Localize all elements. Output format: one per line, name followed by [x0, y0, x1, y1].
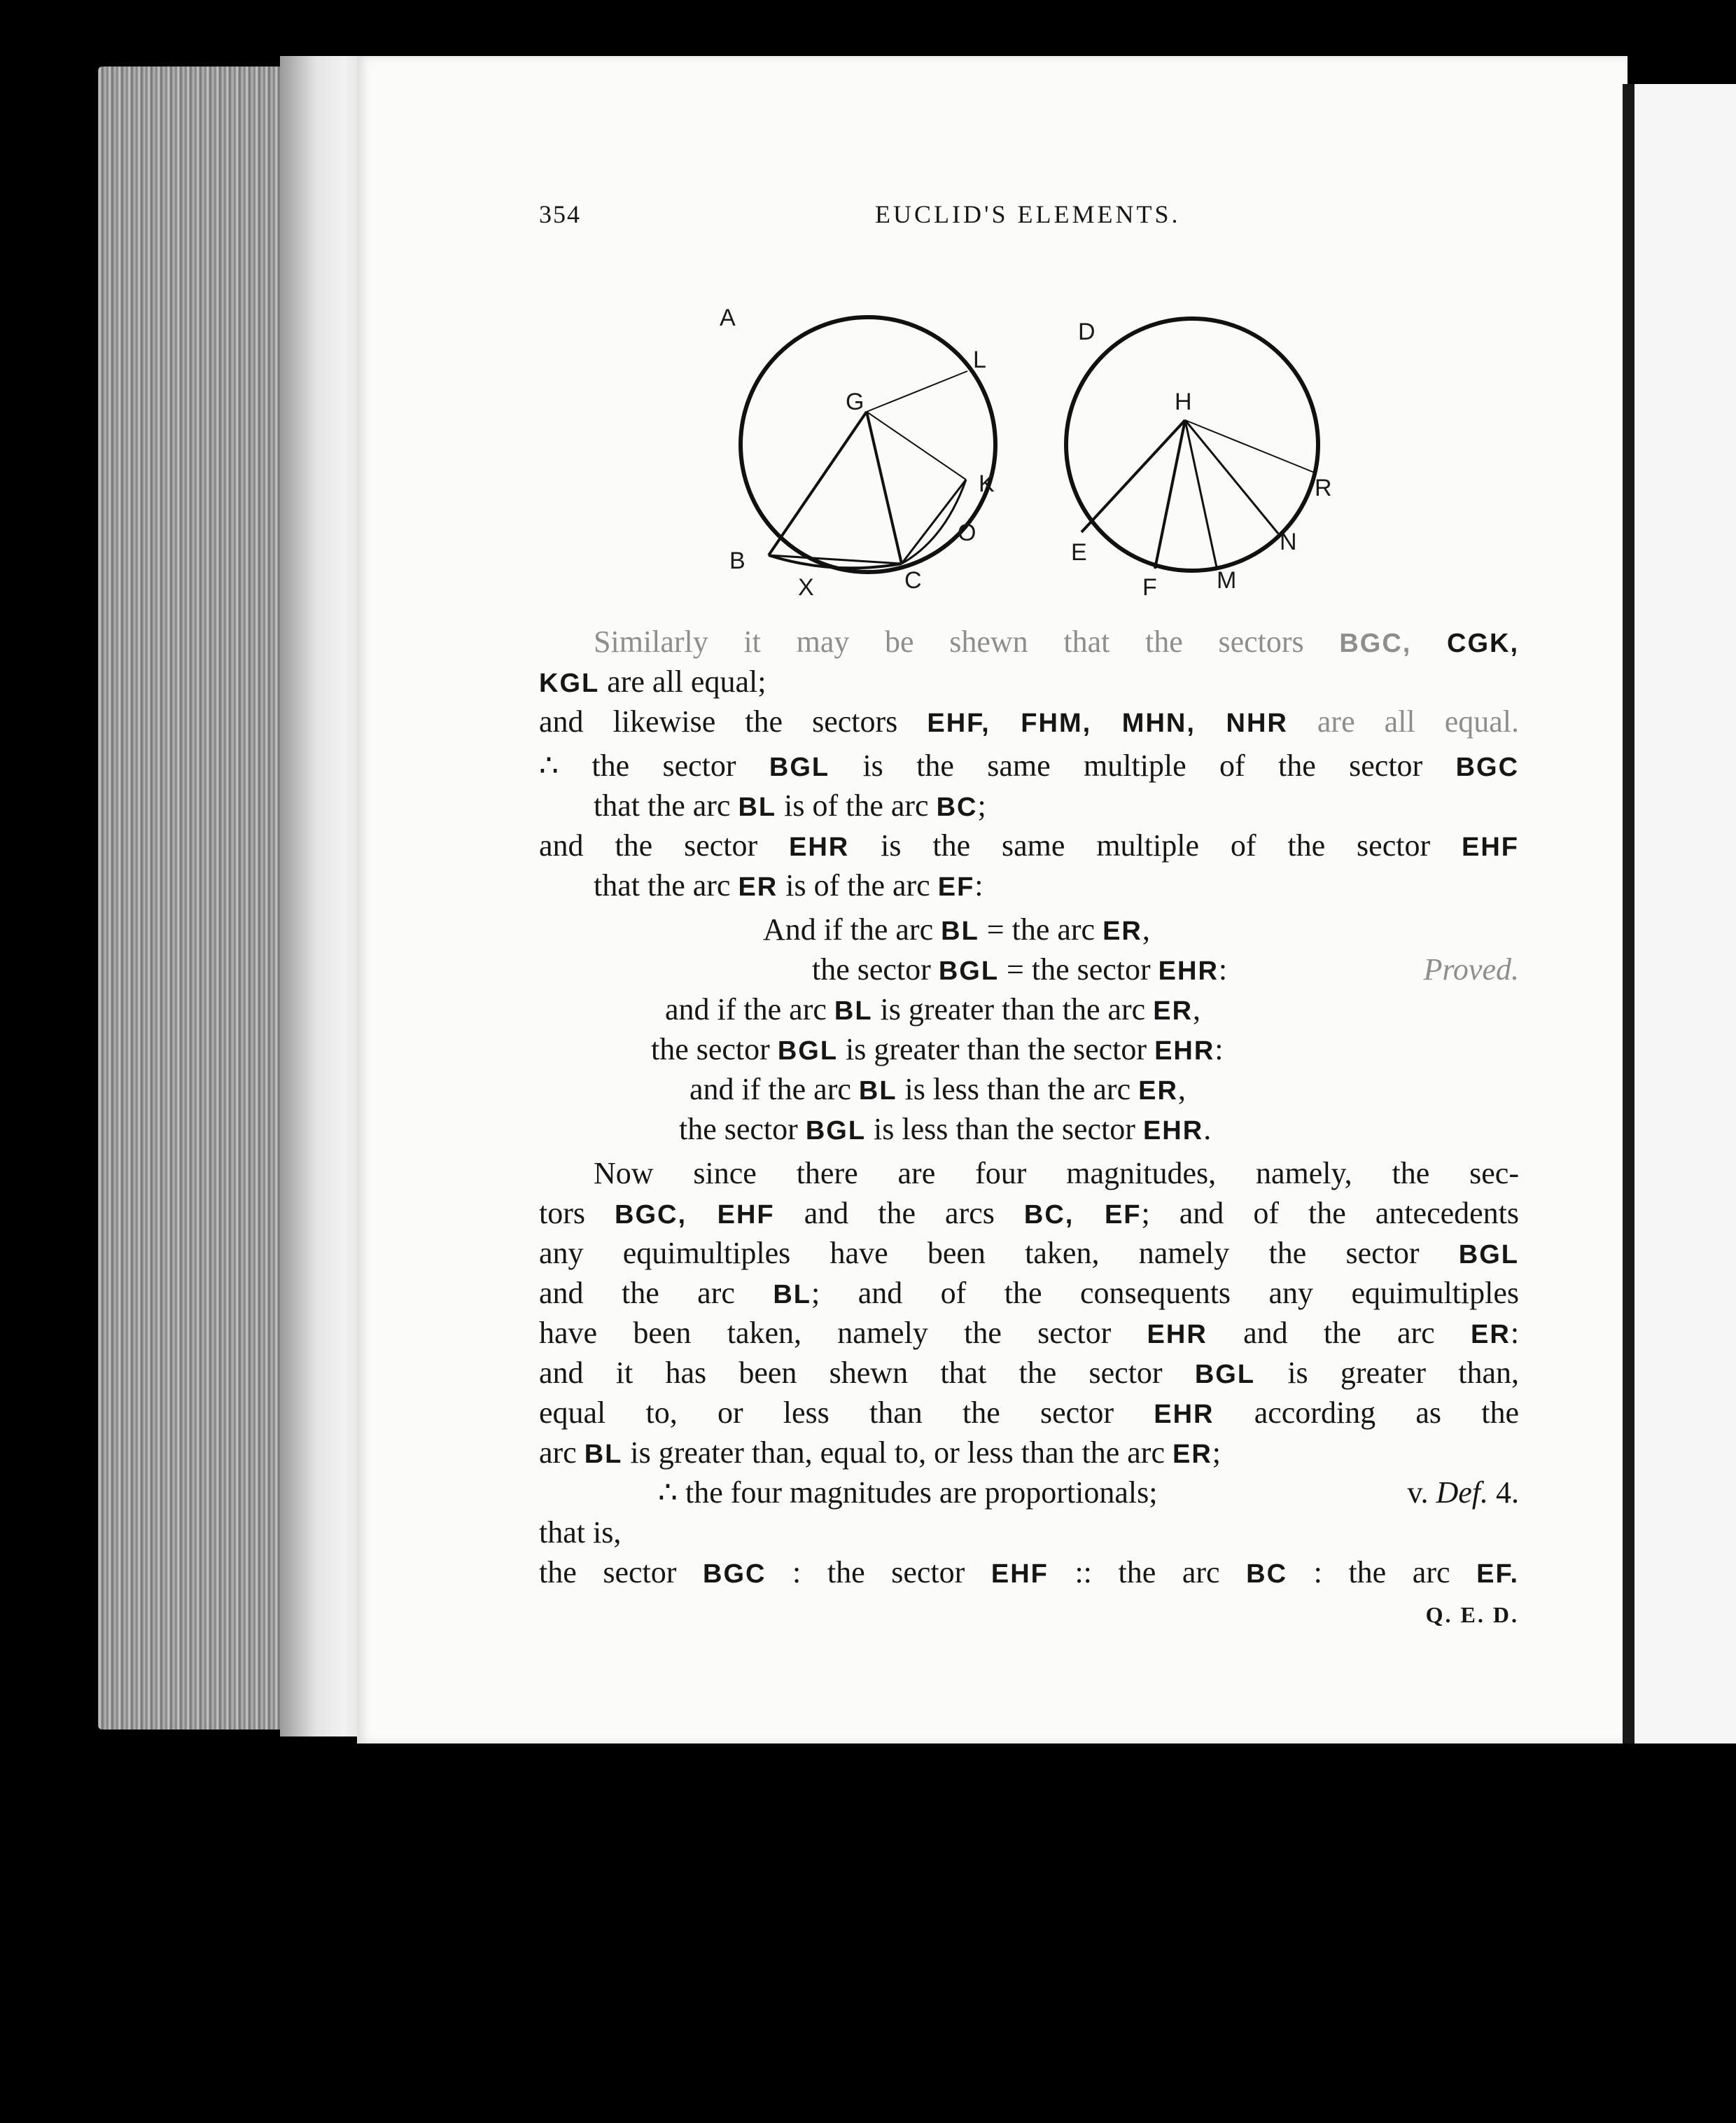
text-span: Similarly it may be shewn that the sectors	[594, 625, 1304, 659]
letter-label: EF	[937, 872, 975, 902]
letter-label: EHR	[1158, 956, 1219, 986]
text-span: is greater than, equal to, or less than the arc	[630, 1435, 1165, 1470]
text-span: :	[1214, 1032, 1224, 1066]
text-span: ;	[977, 788, 986, 823]
text-span: :	[1510, 1316, 1520, 1350]
letter-label: EHR	[1154, 1036, 1215, 1066]
letter-label: BL	[834, 996, 873, 1026]
point-label: K	[979, 471, 995, 497]
text-line	[539, 1193, 1519, 1233]
point-label: N	[1280, 529, 1297, 555]
text-span: :: the arc	[1074, 1555, 1220, 1589]
point-label: L	[973, 347, 986, 373]
letter-label: EHF, FHM, MHN, NHR	[927, 709, 1288, 738]
letter-label: BGC, EHF	[615, 1200, 775, 1230]
letter-label: BGL	[1194, 1360, 1256, 1389]
point-label: M	[1217, 567, 1237, 594]
text-line	[539, 865, 1519, 905]
text-line	[539, 1433, 1519, 1473]
radius-GC	[867, 412, 902, 564]
radius-GL	[867, 371, 967, 412]
point-label: D	[1078, 319, 1096, 345]
text-span: : the sector	[792, 1555, 965, 1589]
letter-label: BL	[738, 793, 777, 822]
text-span: the sector	[651, 1032, 770, 1066]
text-line	[539, 910, 1519, 949]
point-label: F	[1142, 574, 1157, 601]
text-span: and the arc	[1243, 1316, 1435, 1350]
letter-label: BL	[941, 917, 979, 946]
text-line	[539, 949, 1519, 989]
text-span: is greater than,	[1287, 1356, 1520, 1390]
radius-HM	[1185, 420, 1217, 567]
letter-label: ER	[1138, 1076, 1178, 1106]
text-span: is less than the arc	[904, 1072, 1131, 1106]
text-span: ∴ the sector	[539, 749, 736, 783]
text-span: the sector	[539, 1555, 677, 1589]
letter-label: ER	[1471, 1320, 1511, 1349]
text-span: and the sector	[539, 828, 758, 863]
text-span: ; and of the consequents any equimultiples	[811, 1276, 1520, 1310]
geometry-figure	[714, 308, 1358, 616]
letter-label: EHF	[990, 1559, 1049, 1589]
proof-text	[539, 622, 1519, 1632]
radius-HF	[1155, 420, 1185, 569]
letter-label: KGL	[539, 669, 600, 698]
letter-label: BGL	[777, 1036, 839, 1066]
text-span: and likewise the sectors	[539, 704, 898, 739]
letter-label: BL	[584, 1440, 623, 1469]
letter-label: BGL	[769, 753, 830, 782]
definition-reference	[1407, 1473, 1519, 1512]
radius-HN	[1185, 420, 1278, 534]
text-span: = the arc	[986, 912, 1096, 947]
text-span: is the same multiple of the sector	[881, 828, 1431, 863]
letter-label: BL	[858, 1076, 897, 1106]
point-label: E	[1071, 539, 1087, 566]
text-span: is greater than the sector	[846, 1032, 1147, 1066]
text-line	[539, 1109, 1519, 1149]
running-title: EUCLID'S ELEMENTS.	[875, 200, 1181, 228]
text-line	[539, 662, 1519, 702]
text-span: arc	[539, 1435, 577, 1470]
letter-label: ER	[1102, 917, 1142, 946]
text-line	[539, 746, 1519, 786]
letter-label: ER	[1153, 996, 1194, 1026]
letter-label: BGL	[1458, 1240, 1519, 1269]
letter-label: EHF	[1462, 833, 1519, 862]
running-head	[539, 200, 1512, 242]
chord-CK	[902, 480, 966, 564]
text-line	[539, 1029, 1519, 1069]
text-line	[539, 1273, 1519, 1313]
letter-label: EHR	[1147, 1320, 1208, 1349]
radius-HR	[1185, 420, 1315, 473]
text-span: any equimultiples have been taken, namely the sector	[539, 1236, 1420, 1270]
letter-label: BC	[936, 793, 978, 822]
text-line	[539, 1233, 1519, 1273]
text-span: is of the arc	[784, 788, 929, 823]
text-line	[539, 622, 1519, 662]
text-line	[539, 1353, 1519, 1393]
point-label: H	[1175, 389, 1192, 415]
text-span: that the arc	[594, 868, 731, 903]
letter-label: EHR	[1142, 1116, 1204, 1146]
text-line	[539, 702, 1519, 742]
page-number: 354	[539, 200, 581, 228]
text-span: :	[974, 868, 983, 903]
text-line	[539, 1069, 1519, 1109]
text-span: v.	[1407, 1475, 1429, 1510]
text-span: Def.	[1436, 1475, 1488, 1510]
text-span: the sector	[679, 1112, 798, 1146]
text-span: are all equal.	[1317, 704, 1519, 739]
text-span: are all equal;	[607, 664, 766, 699]
text-span: ;	[1212, 1435, 1222, 1470]
text-span: : the arc	[1313, 1555, 1450, 1589]
text-span: ,	[1193, 992, 1201, 1026]
proved-reference: Proved.	[1423, 952, 1519, 987]
text-span: Now since there are four magnitudes, namely, the sec-	[594, 1156, 1519, 1190]
radius-GK	[867, 412, 966, 480]
radius-GB	[769, 412, 867, 555]
text-span: = the sector	[1007, 952, 1151, 987]
text-span: and the arc	[539, 1276, 735, 1310]
text-line	[539, 1153, 1519, 1193]
letter-label: EHR	[789, 833, 850, 862]
text-span: according as the	[1254, 1395, 1520, 1430]
letter-label: EHR	[1154, 1400, 1214, 1429]
point-label: B	[729, 548, 746, 574]
text-span: and it has been shewn that the sector	[539, 1356, 1163, 1390]
point-label: A	[720, 308, 736, 331]
radius-HE	[1082, 420, 1185, 532]
text-span: equal to, or less than the sector	[539, 1395, 1114, 1430]
letter-label: BC	[1246, 1559, 1288, 1589]
text-span: .	[1203, 1112, 1212, 1146]
text-span: ; and of the antecedents	[1141, 1196, 1520, 1230]
qed-mark: Q. E. D.	[1425, 1602, 1519, 1627]
text-span: ,	[1177, 1072, 1186, 1106]
text-span: is less than the sector	[874, 1112, 1135, 1146]
text-line	[539, 1512, 1519, 1552]
letter-label: ER	[1172, 1440, 1212, 1469]
text-span: 4.	[1496, 1475, 1519, 1510]
text-line	[539, 1393, 1519, 1433]
circles-diagram	[714, 308, 1358, 616]
text-span: ∴ the four magnitudes are proportionals;	[658, 1475, 1158, 1510]
text-span: is of the arc	[785, 868, 930, 903]
text-span: is greater than the arc	[880, 992, 1146, 1026]
text-span: and if the arc	[690, 1072, 851, 1106]
text-span: that is,	[539, 1515, 622, 1550]
letter-label: BGL	[938, 956, 1000, 986]
text-span: the sector	[812, 952, 931, 987]
point-label: C	[904, 567, 922, 594]
text-line	[539, 826, 1519, 865]
text-span: And if the arc	[763, 912, 934, 947]
text-span: have been taken, namely the sector	[539, 1316, 1112, 1350]
letter-label: BC, EF	[1023, 1200, 1142, 1230]
text-line	[539, 786, 1519, 826]
letter-label: BL	[773, 1280, 812, 1309]
text-span: and the arcs	[804, 1196, 995, 1230]
letter-label: BGC	[1455, 753, 1520, 782]
text-line	[539, 1473, 1519, 1512]
text-line	[539, 1592, 1519, 1632]
text-line	[539, 1552, 1519, 1592]
text-span: :	[1218, 952, 1228, 987]
text-span: tors	[539, 1196, 585, 1230]
text-span: is the same multiple of the sector	[862, 749, 1423, 783]
text-span: and if the arc	[665, 992, 827, 1026]
text-line	[539, 1313, 1519, 1353]
text-line	[539, 989, 1519, 1029]
letter-label: BGL	[805, 1116, 867, 1146]
letter-label: BGC,	[1339, 629, 1412, 658]
text-span: that the arc	[594, 788, 731, 823]
point-label: R	[1315, 475, 1332, 501]
point-label: G	[846, 389, 864, 415]
facing-page-edge	[1634, 84, 1736, 1743]
point-label: O	[958, 520, 976, 546]
point-label: X	[798, 574, 814, 601]
letter-label: BGC	[703, 1559, 766, 1589]
text-span: ,	[1142, 912, 1150, 947]
letter-label: ER	[738, 872, 778, 902]
letter-label: CGK,	[1447, 629, 1520, 658]
letter-label: EF.	[1476, 1559, 1520, 1589]
